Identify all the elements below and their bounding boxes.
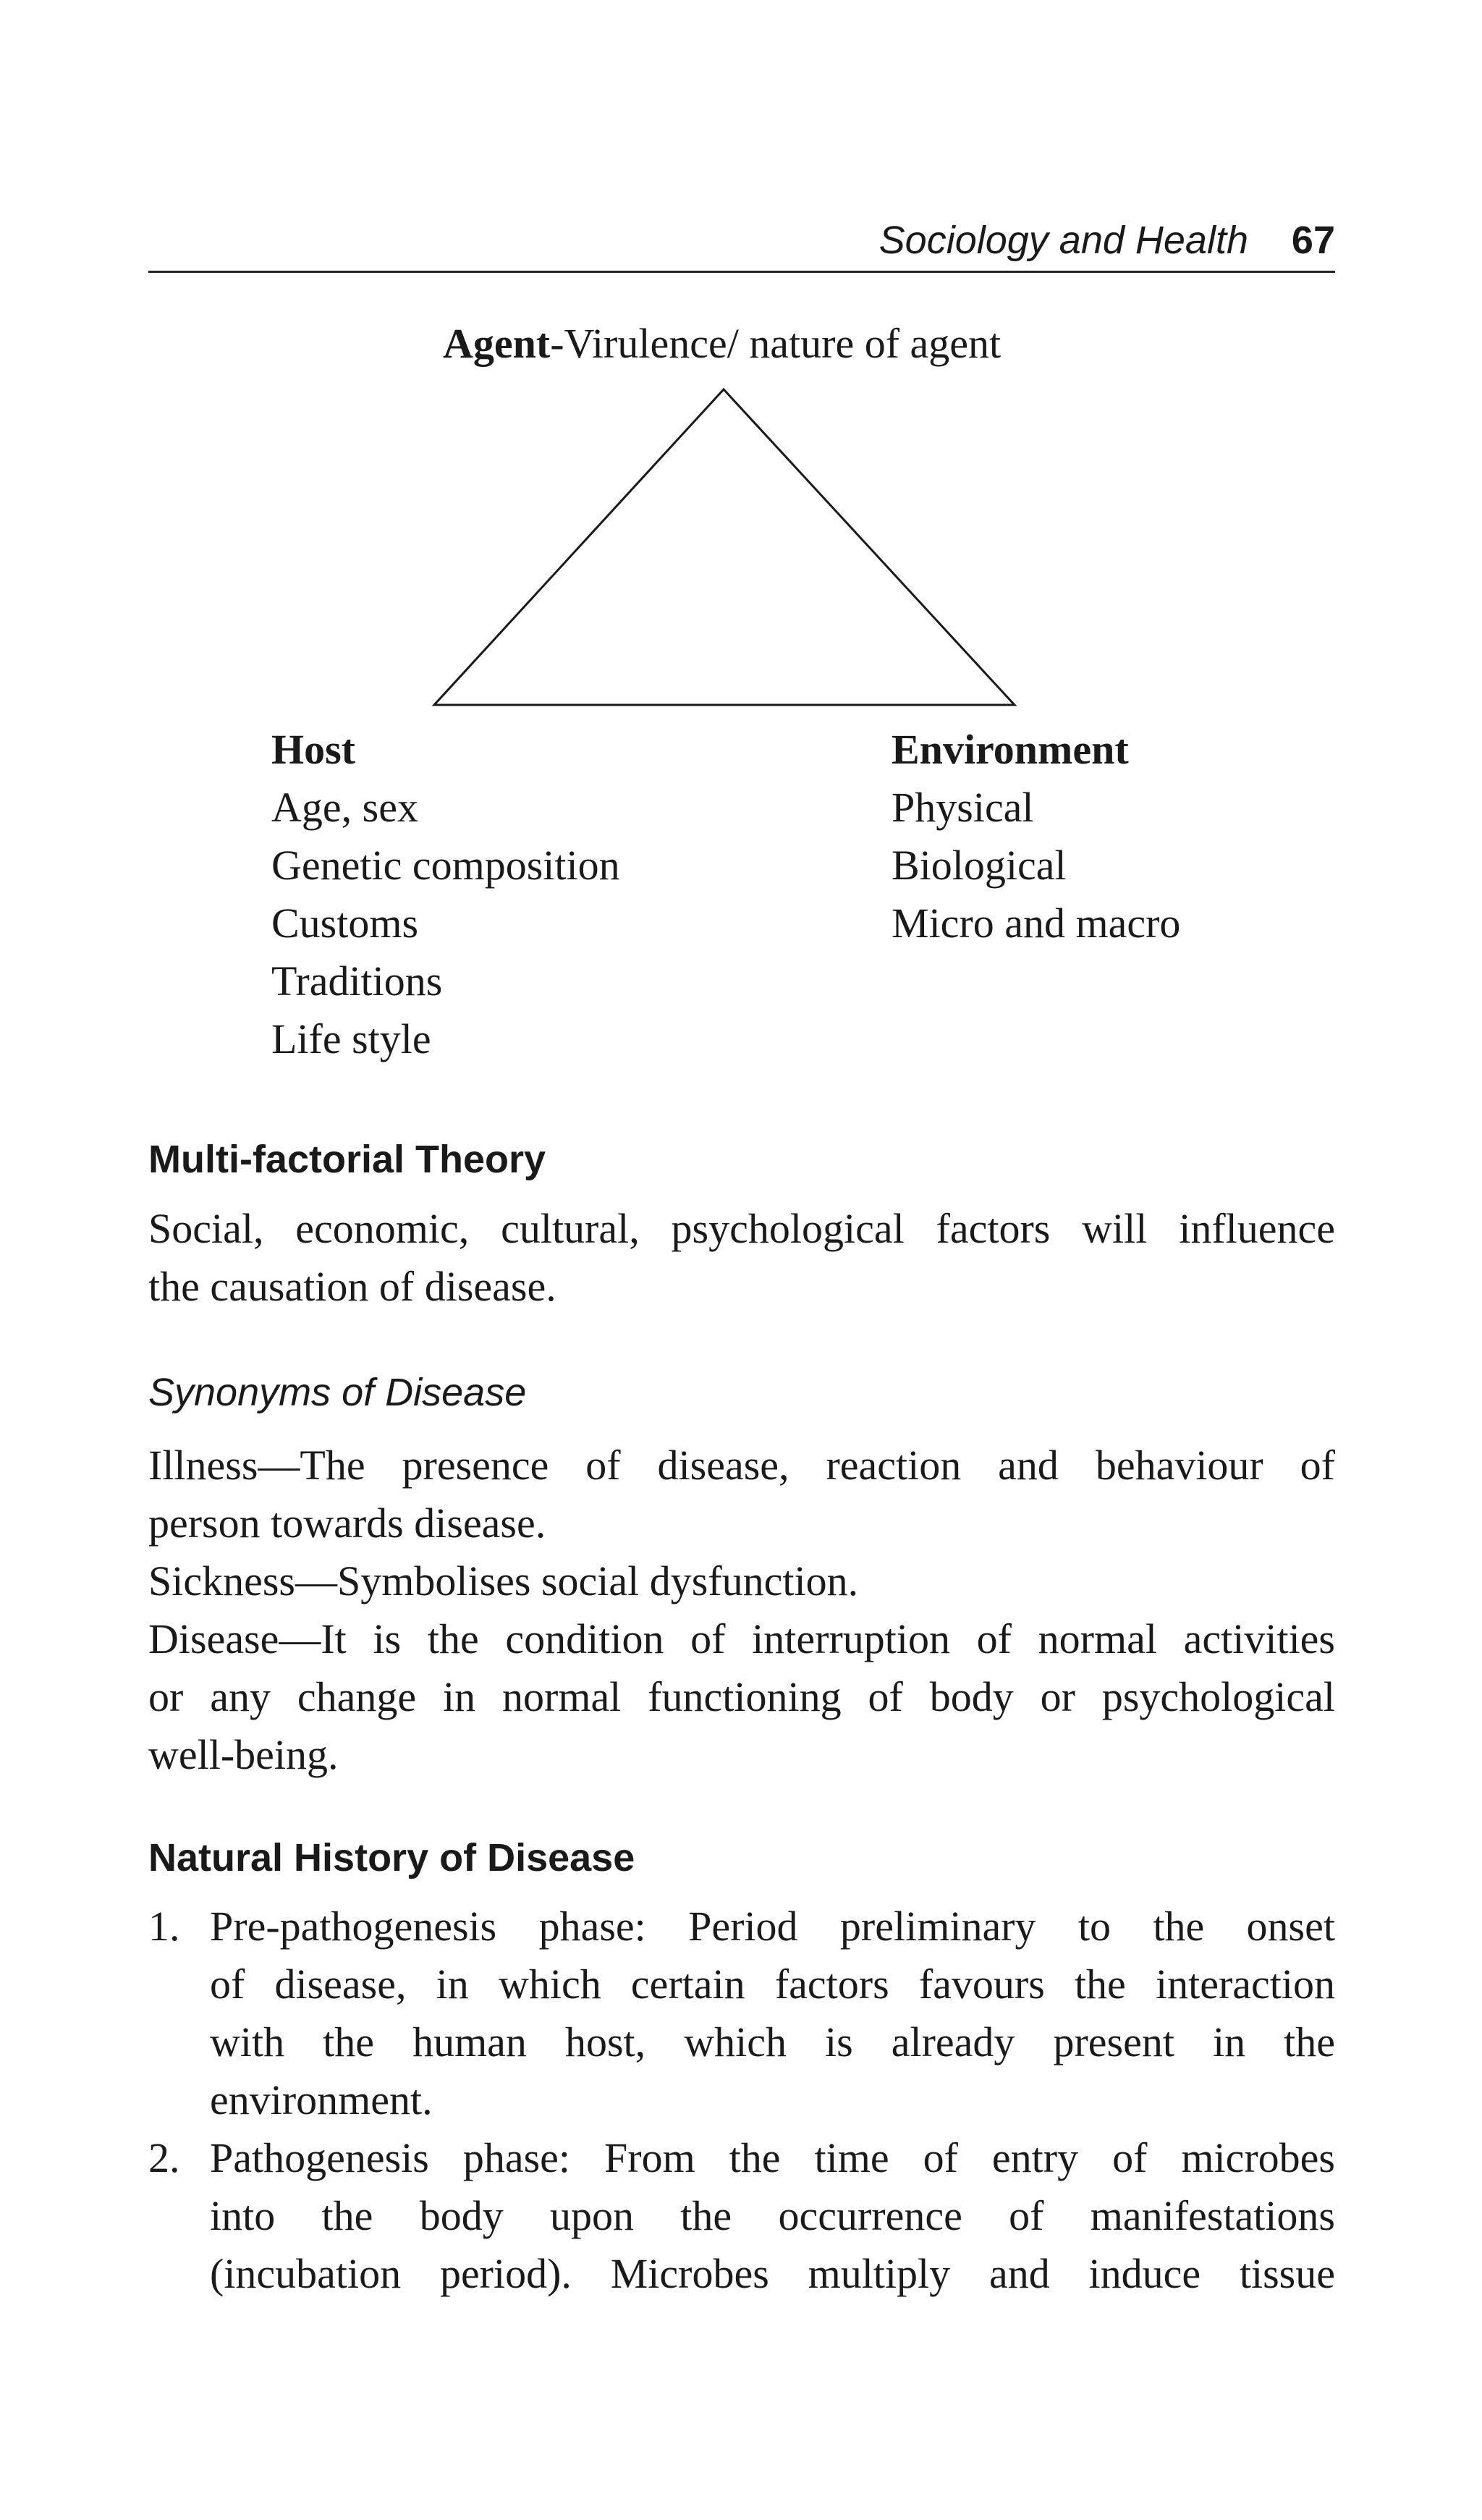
multifactorial-paragraph: [148, 1200, 1335, 1316]
natural-history-list: [148, 1898, 1335, 2303]
environment-heading: Environment: [892, 726, 1129, 773]
environment-item: Biological: [892, 842, 1067, 889]
host-item: Customs: [271, 900, 419, 947]
list-number: 1.: [148, 1903, 180, 1950]
host-heading: Host: [271, 726, 355, 773]
host-item: Traditions: [271, 957, 443, 1005]
paragraph-line: the causation of disease.: [148, 1263, 556, 1310]
host-item: Age, sex: [271, 784, 418, 831]
host-item: Life style: [271, 1015, 431, 1062]
list-line: environment.: [210, 2076, 433, 2123]
paragraph-line: Sickness—Symbolises social dysfunction.: [148, 1557, 859, 1604]
host-column: [271, 721, 620, 1068]
agent-heading: Agent: [443, 320, 551, 367]
list-line: with the human host, which is already present in the: [210, 2018, 1335, 2066]
page-number: 67: [1291, 219, 1335, 262]
paragraph-line: Social, economic, cultural, psychological factors will influence: [148, 1205, 1335, 1252]
paragraph-line: Disease—It is the condition of interruption of normal activities: [148, 1615, 1335, 1662]
environment-item: Micro and macro: [892, 900, 1181, 947]
paragraph-line: well-being.: [148, 1731, 339, 1778]
environment-column: [892, 721, 1180, 952]
paragraph-line: or any change in normal functioning of body or psychological: [148, 1673, 1335, 1720]
paragraph-line: Illness—The presence of disease, reaction and behaviour of: [148, 1442, 1335, 1489]
environment-item: Physical: [892, 784, 1034, 831]
paragraph-line: person towards disease.: [148, 1500, 546, 1547]
synonyms-heading: Synonyms of Disease: [148, 1371, 527, 1414]
natural-history-heading: Natural History of Disease: [148, 1836, 635, 1880]
list-number: 2.: [148, 2134, 180, 2181]
host-item: Genetic composition: [271, 842, 620, 889]
synonyms-paragraph: [148, 1437, 1335, 1784]
list-line: Pre-pathogenesis phase: Period preliminary to the onset: [210, 1903, 1335, 1950]
list-line: into the body upon the occurrence of manifestations: [210, 2192, 1335, 2239]
list-line: of disease, in which certain factors favours the interaction: [210, 1961, 1335, 2008]
running-title: Sociology and Health: [878, 219, 1248, 262]
agent-description: -Virulence/ nature of agent: [550, 320, 1002, 367]
list-line: (incubation period). Microbes multiply and induce tissue: [210, 2250, 1335, 2297]
triangle-outline: [434, 389, 1015, 705]
list-line: Pathogenesis phase: From the time of entry of microbes: [210, 2134, 1335, 2181]
list-item: [148, 1898, 1335, 2129]
multifactorial-heading: Multi-factorial Theory: [148, 1138, 546, 1181]
list-item: [148, 2129, 1335, 2303]
